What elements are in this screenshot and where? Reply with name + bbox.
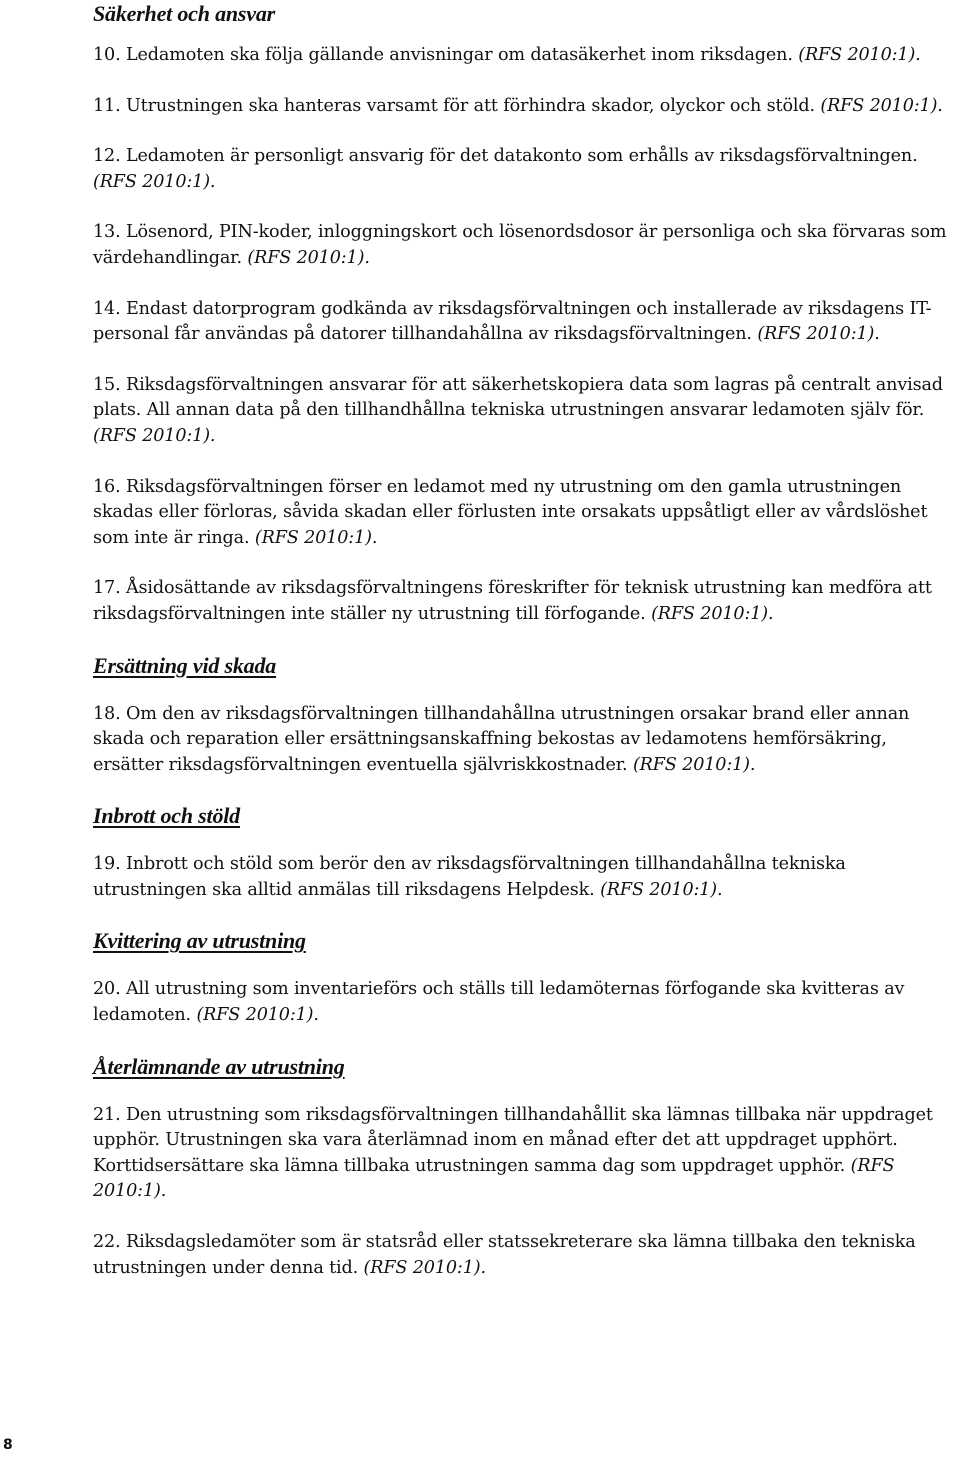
rule-reference: (RFS 2010:1). bbox=[798, 45, 921, 65]
rule-reference: (RFS 2010:1). bbox=[196, 1005, 319, 1026]
rule-text: 20. All utrustning som inventarieförs och ställs till ledamöternas förfogande ska kvitteras av ledamoten. bbox=[93, 979, 905, 1026]
rule-10 bbox=[93, 43, 958, 69]
rule-11 bbox=[93, 94, 958, 120]
rule-reference: (RFS 2010:1). bbox=[757, 324, 880, 345]
rule-reference: (RFS 2010:1). bbox=[632, 754, 756, 775]
section-heading-kvittering-av-utrustning: Kvittering av utrustning bbox=[93, 928, 306, 954]
rule-reference: (RFS 2010:1). bbox=[247, 247, 370, 268]
rule-text: 22. Riksdagsledamöter som är statsråd eller statssekreterare ska lämna tillbaka den tekniska utrustningen under denna tid. bbox=[93, 1232, 916, 1278]
page-number: 8 bbox=[3, 1437, 13, 1453]
rule-text: 11. Utrustningen ska hanteras varsamt för att förhindra skador, olyckor och stöld. bbox=[93, 95, 815, 116]
rule-12 bbox=[93, 144, 958, 195]
rule-15 bbox=[93, 373, 958, 450]
section-heading-ersattning-vid-skada: Ersättning vid skada bbox=[93, 652, 277, 678]
rule-text: 14. Endast datorprogram godkända av riksdagsförvaltningen och installerade av riksdagens IT-personal får användas på datorer tillhandahållna av riksdagsförvaltningen. bbox=[93, 298, 932, 345]
rule-text: 15. Riksdagsförvaltningen ansvarar för att säkerhetskopiera data som lagras på centralt anvisad plats. All annan data på den tillhandhållna tekniska utrustningen ansvarar ledamoten själv för. bbox=[93, 374, 943, 421]
section-heading-aterlamnande-av-utrustning: Återlämnande av utrustning bbox=[93, 1053, 345, 1079]
rule-reference: (RFS 2010:1). bbox=[254, 527, 378, 548]
rule-text: 19. Inbrott och stöld som berör den av riksdagsförvaltningen tillhandahållna tekniska utrustningen ska alltid anmälas till riksdagens Helpdesk. bbox=[93, 854, 846, 900]
rule-20 bbox=[93, 977, 958, 1028]
rule-16 bbox=[93, 475, 958, 552]
rule-reference: (RFS 2010:1). bbox=[651, 603, 774, 624]
rule-13 bbox=[93, 220, 958, 271]
rule-reference: (RFS 2010:1). bbox=[363, 1257, 486, 1278]
rule-text: 13. Lösenord, PIN-koder, inloggningskort och lösenordsdosor är personliga och ska förvaras som värdehandlingar. bbox=[93, 222, 947, 268]
rule-14 bbox=[93, 297, 958, 348]
rule-21 bbox=[93, 1103, 958, 1205]
section-heading-inbrott-och-stold: Inbrott och stöld bbox=[93, 803, 240, 829]
rule-reference: (RFS 2010:1). bbox=[600, 879, 723, 900]
rule-reference: (RFS 2010:1). bbox=[93, 171, 216, 192]
rule-text: 10. Ledamoten ska följa gällande anvisningar om datasäkerhet inom riksdagen. bbox=[93, 45, 793, 65]
rule-text: 12. Ledamoten är personligt ansvarig för det datakonto som erhålls av riksdagsförvaltningen. bbox=[93, 146, 918, 167]
rule-text: 16. Riksdagsförvaltningen förser en ledamot med ny utrustning om den gamla utrustningen skadas eller förloras, såvida skadan eller förlusten inte orsakats uppsåtligt eller av vårdslöshet som inte är ringa. bbox=[93, 476, 928, 548]
rule-text: 18. Om den av riksdagsförvaltningen tillhandahållna utrustningen orsakar brand eller annan skada och reparation eller ersättningsanskaffning bekostas av ledamotens hemförsäkring, ersätter riksdagsförvaltningen eventuella självriskkostnader. bbox=[93, 703, 910, 775]
section-heading-sakerhet-och-ansvar: Säkerhet och ansvar bbox=[93, 1, 275, 26]
rule-text: 17. Åsidosättande av riksdagsförvaltningens föreskrifter för teknisk utrustning kan medföra att riksdagsförvaltningen inte ställer ny utrustning till förfogande. bbox=[93, 578, 932, 624]
rule-reference: (RFS 2010:1). bbox=[93, 425, 216, 446]
rule-17 bbox=[93, 576, 958, 627]
rule-19 bbox=[93, 852, 958, 903]
rule-18 bbox=[93, 702, 958, 779]
rule-reference: (RFS 2010:1). bbox=[93, 1155, 895, 1202]
rule-22 bbox=[93, 1230, 958, 1281]
document-body bbox=[93, 0, 958, 1306]
rule-reference: (RFS 2010:1). bbox=[820, 95, 943, 116]
rule-text: 21. Den utrustning som riksdagsförvaltningen tillhandahållit ska lämnas tillbaka när uppdraget upphör. Utrustningen ska vara återlämnad inom en månad efter det att uppdraget upphört. Korttidsersättare ska lämna tillbaka utrustningen samma dag som uppdraget upphör. bbox=[93, 1104, 933, 1176]
